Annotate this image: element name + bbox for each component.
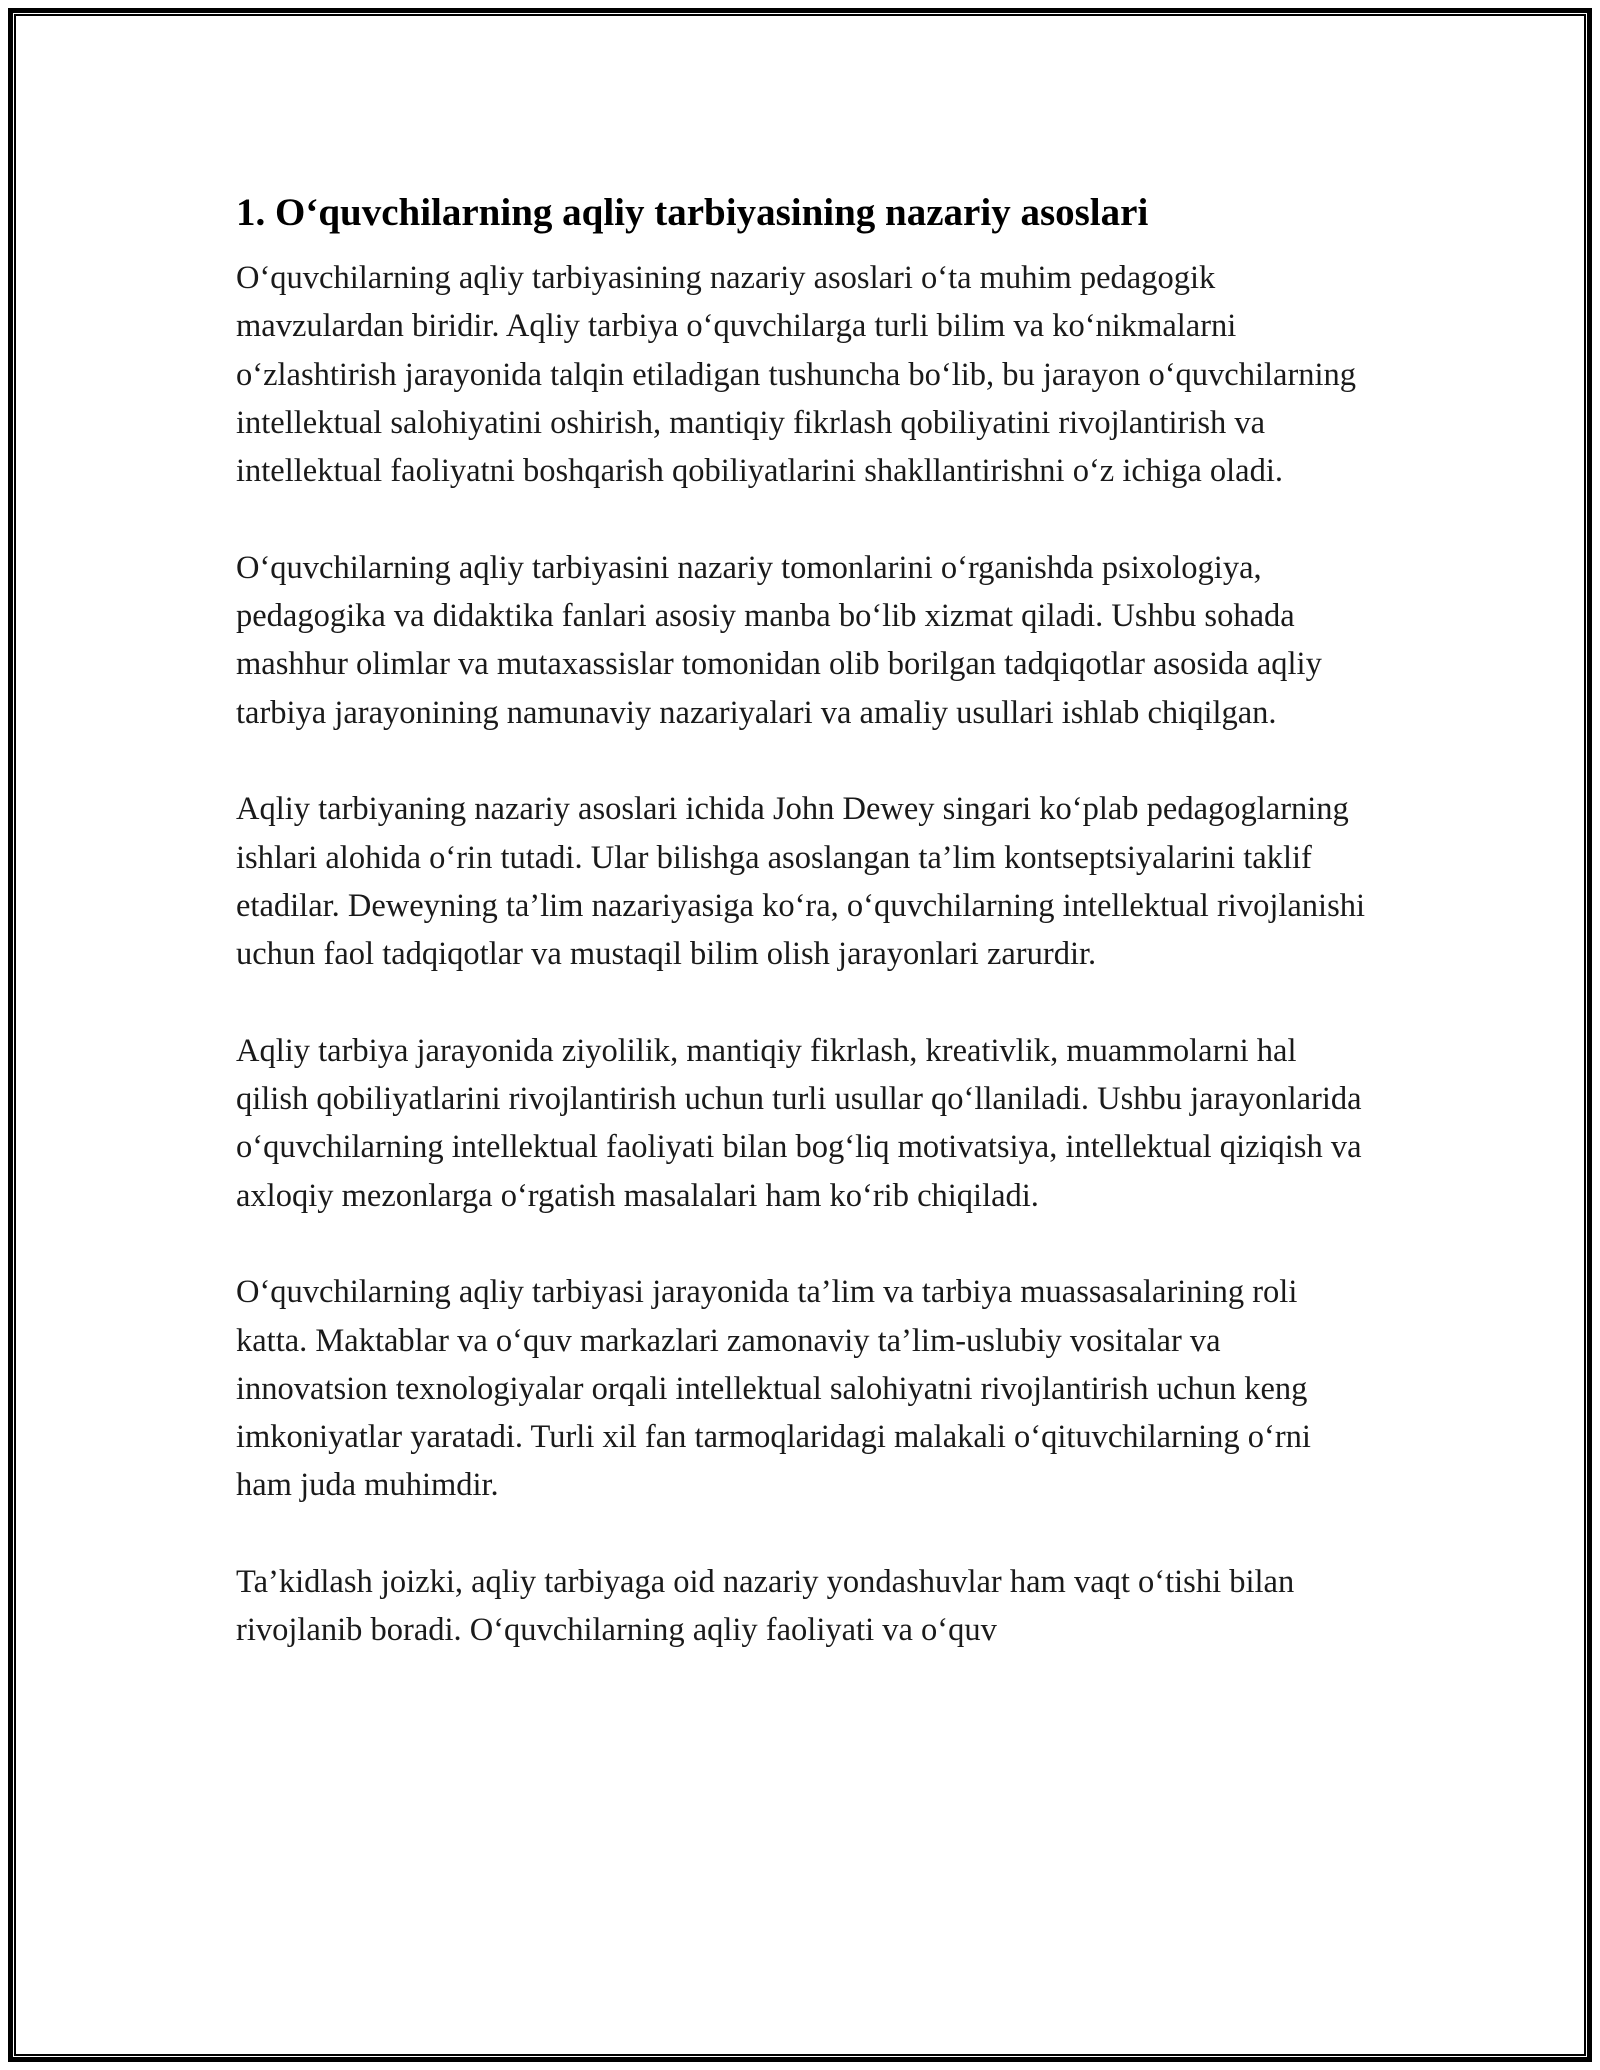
document-body (236, 180, 1366, 1655)
paragraph-dewey: Aqliy tarbiyaning nazariy asoslari ichida John Dewey singari ko‘plab pedagoglarning ishlari alohida o‘rin tutadi. Ular bilishga asoslangan ta’lim kontseptsiyalarini taklif etadilar. Deweyning ta’lim nazariyasiga ko‘ra, o‘quvchilarning intellektual rivojlanishi uchun faol tadqiqotlar va mustaqil bilim olish jarayonlari zarurdir. (236, 791, 1366, 973)
paragraph-methods: Aqliy tarbiya jarayonida ziyolilik, mantiqiy fikrlash, kreativlik, muammolarni hal qilish qobiliyatlarini rivojlantirish uchun turli usullar qo‘llaniladi. Ushbu jarayonlarida o‘quvchilarning intellektual faoliyati bilan bog‘liq motivatsiya, intellektual qiziqish va axloqiy mezonlarga o‘rgatish masalalari ham ko‘rib chiqiladi. (236, 1032, 1362, 1214)
paragraph-conclusion: Ta’kidlash joizki, aqliy tarbiyaga oid nazariy yondashuvlar ham vaqt o‘tishi bilan rivojlanib boradi. O‘quvchilarning aqliy faoliyati va o‘quv (236, 1564, 1295, 1649)
paragraph-intro: O‘quvchilarning aqliy tarbiyasining nazariy asoslari o‘ta muhim pedagogik mavzulardan biridir. Aqliy tarbiya o‘quvchilarga turli bilim va ko‘nikmalarni o‘zlashtirish jarayonida talqin etiladigan tushuncha bo‘lib, bu jarayon o‘quvchilarning intellektual salohiyatini oshirish, mantiqiy fikrlash qobiliyatini rivojlantirish va intellektual faoliyatni boshqarish qobiliyatlarini shakllantirishni o‘z ichiga oladi. (236, 260, 1357, 490)
paragraph-institutions: O‘quvchilarning aqliy tarbiyasi jarayonida ta’lim va tarbiya muassasalarining roli katta. Maktablar va o‘quv markazlari zamonaviy ta’lim-uslubiy vositalar va innovatsion texnologiyalar orqali intellektual salohiyatni rivojlantirish uchun keng imkoniyatlar yaratadi. Turli xil fan tarmoqlaridagi malakali o‘qituvchilarning o‘rni ham juda muhimdir. (236, 1274, 1311, 1504)
section-heading: 1. O‘quvchilarning aqliy tarbiyasining nazariy asoslari (236, 191, 1149, 234)
paragraph-theory-sources: O‘quvchilarning aqliy tarbiyasini nazariy tomonlarini o‘rganishda psixologiya, pedagogika va didaktika fanlari asosiy manba bo‘lib xizmat qiladi. Ushbu sohada mashhur olimlar va mutaxassislar tomonidan olib borilgan tadqiqotlar asosida aqliy tarbiya jarayonining namunaviy nazariyalari va amaliy usullari ishlab chiqilgan. (236, 549, 1322, 731)
